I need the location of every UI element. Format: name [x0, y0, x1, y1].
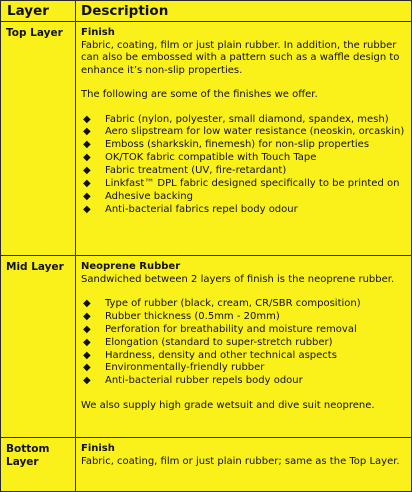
list-item: ◆ Aero slipstream for low water resistance (neoskin, orcaskin): [83, 126, 405, 138]
list-item: ◆ Anti-bacterial fabrics repel body odour: [83, 203, 298, 215]
diamond-bullet-icon: ◆: [83, 203, 91, 215]
diamond-bullet-icon: ◆: [83, 113, 91, 125]
list-item: ◆ Linkfast™ DPL fabric designed specifically to be printed on: [83, 177, 400, 189]
row-label: Mid Layer: [6, 261, 64, 273]
intro-text: Sandwiched between 2 layers of finish is the neoprene rubber.: [81, 273, 395, 285]
row-description: [81, 27, 407, 217]
finish-list: [81, 114, 407, 217]
row-label: Bottom Layer: [6, 443, 50, 468]
diamond-bullet-icon: ◆: [83, 336, 91, 348]
row-title: Neoprene Rubber: [81, 261, 181, 272]
diamond-bullet-icon: ◆: [83, 190, 91, 202]
table-header: [1, 1, 411, 21]
intro-text: Fabric, coating, film or just plain rubber; same as the Top Layer.: [81, 455, 400, 467]
list-item: ◆ Adhesive backing: [83, 190, 193, 202]
list-item: ◆ Anti-bacterial rubber repels body odour: [83, 375, 303, 387]
row-description: [81, 261, 407, 413]
list-item: ◆ Fabric treatment (UV, fire-retardant): [83, 165, 287, 177]
diamond-bullet-icon: ◆: [83, 298, 91, 309]
list-item: ◆ OK/TOK fabric compatible with Touch Tape: [83, 152, 317, 164]
layer-column-header: Layer: [7, 3, 49, 19]
diamond-bullet-icon: ◆: [83, 375, 91, 387]
list-item: ◆ Perforation for breathability and moisture removal: [83, 323, 357, 335]
diamond-bullet-icon: ◆: [83, 349, 91, 361]
list-item: ◆ Elongation (standard to super-stretch rubber): [83, 336, 333, 348]
description-column-header: Description: [81, 3, 169, 19]
table-row-top-layer: [1, 21, 411, 256]
diamond-bullet-icon: ◆: [83, 362, 91, 374]
list-item: ◆ Rubber thickness (0.5mm - 20mm): [83, 310, 280, 322]
diamond-bullet-icon: ◆: [83, 323, 91, 335]
list-item: ◆ Environmentally-friendly rubber: [83, 362, 265, 374]
diamond-bullet-icon: ◆: [83, 139, 91, 151]
list-item: ◆ Fabric (nylon, polyester, small diamond, spandex, mesh): [83, 113, 389, 125]
list-item: ◆ Hardness, density and other technical aspects: [83, 349, 337, 361]
diamond-bullet-icon: ◆: [83, 165, 91, 177]
diamond-bullet-icon: ◆: [83, 126, 91, 138]
diamond-bullet-icon: ◆: [83, 152, 91, 164]
table-row-mid-layer: [1, 255, 411, 438]
row-description: [81, 443, 407, 468]
intro-text: Fabric, coating, film or just plain rubber. In addition, the rubber can also be embossed with a pattern such as a waffle design to enhance it’s non-slip properties.: [81, 39, 400, 76]
list-item: ◆ Type of rubber (black, cream, CR/SBR composition): [83, 298, 361, 309]
list-item: ◆ Emboss (sharkskin, finemesh) for non-slip properties: [83, 139, 370, 151]
outro-text: We also supply high grade wetsuit and dive suit neoprene.: [81, 400, 375, 412]
row-title: Finish: [81, 27, 115, 38]
row-title: Finish: [81, 443, 115, 454]
lead-text: The following are some of the finishes we offer.: [81, 89, 318, 100]
diamond-bullet-icon: ◆: [83, 310, 91, 322]
rubber-options-list: [81, 298, 407, 388]
column-divider: [75, 1, 76, 491]
diamond-bullet-icon: ◆: [83, 177, 91, 189]
table-row-bottom-layer: [1, 437, 411, 492]
row-label: Top Layer: [6, 27, 63, 39]
